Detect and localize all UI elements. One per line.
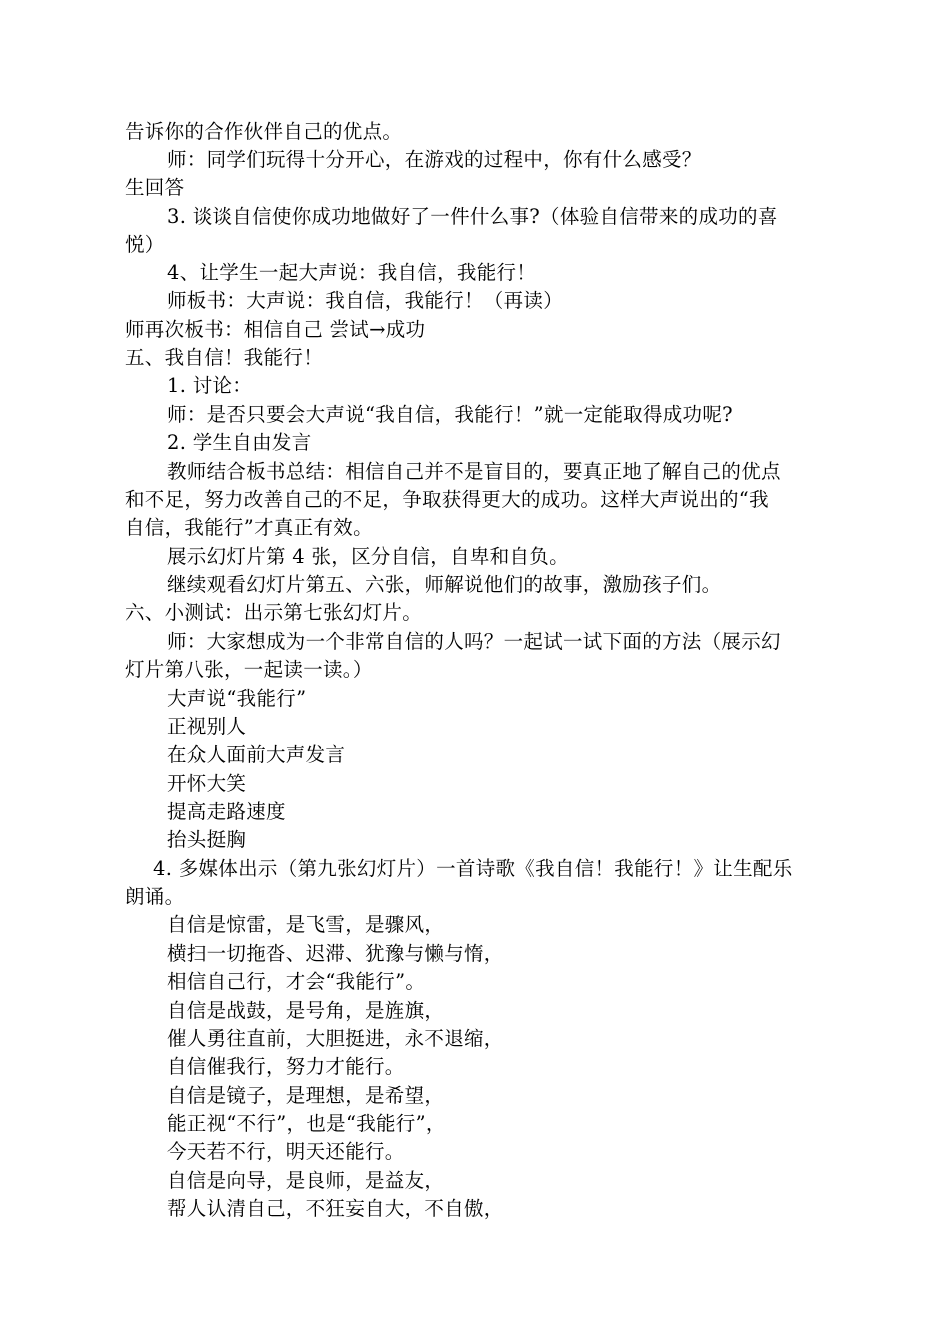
text-line: 4、让学生一起大声说：我自信，我能行！ — [167, 261, 537, 284]
text-line: 教师结合板书总结：相信自己并不是盲目的，要真正地了解自己的优点 — [167, 460, 781, 483]
list-item: 提高走路速度 — [167, 800, 286, 823]
text-line: 师板书：大声说：我自信，我能行！（再读） — [167, 289, 564, 312]
poem-line: 自信是镜子，是理想，是希望， — [167, 1084, 445, 1107]
text-line: 和不足，努力改善自己的不足，争取获得更大的成功。这样大声说出的“我 — [125, 488, 769, 511]
poem-line: 自信是战鼓，是号角，是旌旗， — [167, 999, 445, 1022]
text-line: 继续观看幻灯片第五、六张，师解说他们的故事，激励孩子们。 — [167, 573, 722, 596]
list-item: 在众人面前大声发言 — [167, 743, 346, 766]
poem-line: 今天若不行，明天还能行。 — [167, 1140, 405, 1163]
poem-line: 相信自己行，才会“我能行”。 — [167, 970, 426, 993]
text-line: 生回答 — [125, 176, 185, 199]
section-heading: 六、小测试：出示第七张幻灯片。 — [125, 601, 423, 624]
poem-line: 催人勇往直前，大胆挺进，永不退缩， — [167, 1027, 504, 1050]
poem-line: 自信是惊雷，是飞雪，是骤风， — [167, 913, 445, 936]
poem-line: 帮人认清自己，不狂妄自大，不自傲， — [167, 1197, 504, 1220]
text-line: 师：大家想成为一个非常自信的人吗？一起试一试下面的方法（展示幻 — [167, 630, 781, 653]
list-item: 正视别人 — [167, 715, 247, 738]
list-item: 抬头挺胸 — [167, 828, 247, 851]
text-line: 展示幻灯片第 4 张，区分自信，自卑和自负。 — [167, 545, 569, 568]
poem-line: 能正视“不行”，也是“我能行”， — [167, 1112, 446, 1135]
text-line: 1. 讨论： — [167, 374, 253, 397]
poem-line: 自信催我行，努力才能行。 — [167, 1055, 405, 1078]
text-line: 师再次板书：相信自己 尝试→成功 — [125, 318, 426, 341]
text-line: 告诉你的合作伙伴自己的优点。 — [125, 120, 403, 143]
text-line: 师：同学们玩得十分开心，在游戏的过程中，你有什么感受？ — [167, 148, 702, 171]
text-line: 2. 学生自由发言 — [167, 431, 312, 454]
text-line: 师：是否只要会大声说“我自信，我能行！”就一定能取得成功呢? — [167, 403, 733, 426]
section-heading: 五、我自信！我能行！ — [125, 346, 324, 369]
text-line: 4. 多媒体出示（第九张幻灯片）一首诗歌《我自信！我能行！》让生配乐 — [153, 857, 793, 880]
text-line: 灯片第八张，一起读一读。） — [125, 658, 373, 681]
text-line: 3. 谈谈自信使你成功地做好了一件什么事?（体验自信带来的成功的喜 — [167, 205, 778, 228]
poem-line: 横扫一切拖沓、迟滞、犹豫与懒与惰， — [167, 942, 504, 965]
poem-line: 自信是向导，是良师，是益友， — [167, 1169, 445, 1192]
list-item: 大声说“我能行” — [167, 687, 307, 710]
text-line: 悦） — [125, 233, 165, 256]
list-item: 开怀大笑 — [167, 772, 247, 795]
text-line: 朗诵。 — [125, 885, 185, 908]
text-line: 自信，我能行”才真正有效。 — [125, 516, 373, 539]
